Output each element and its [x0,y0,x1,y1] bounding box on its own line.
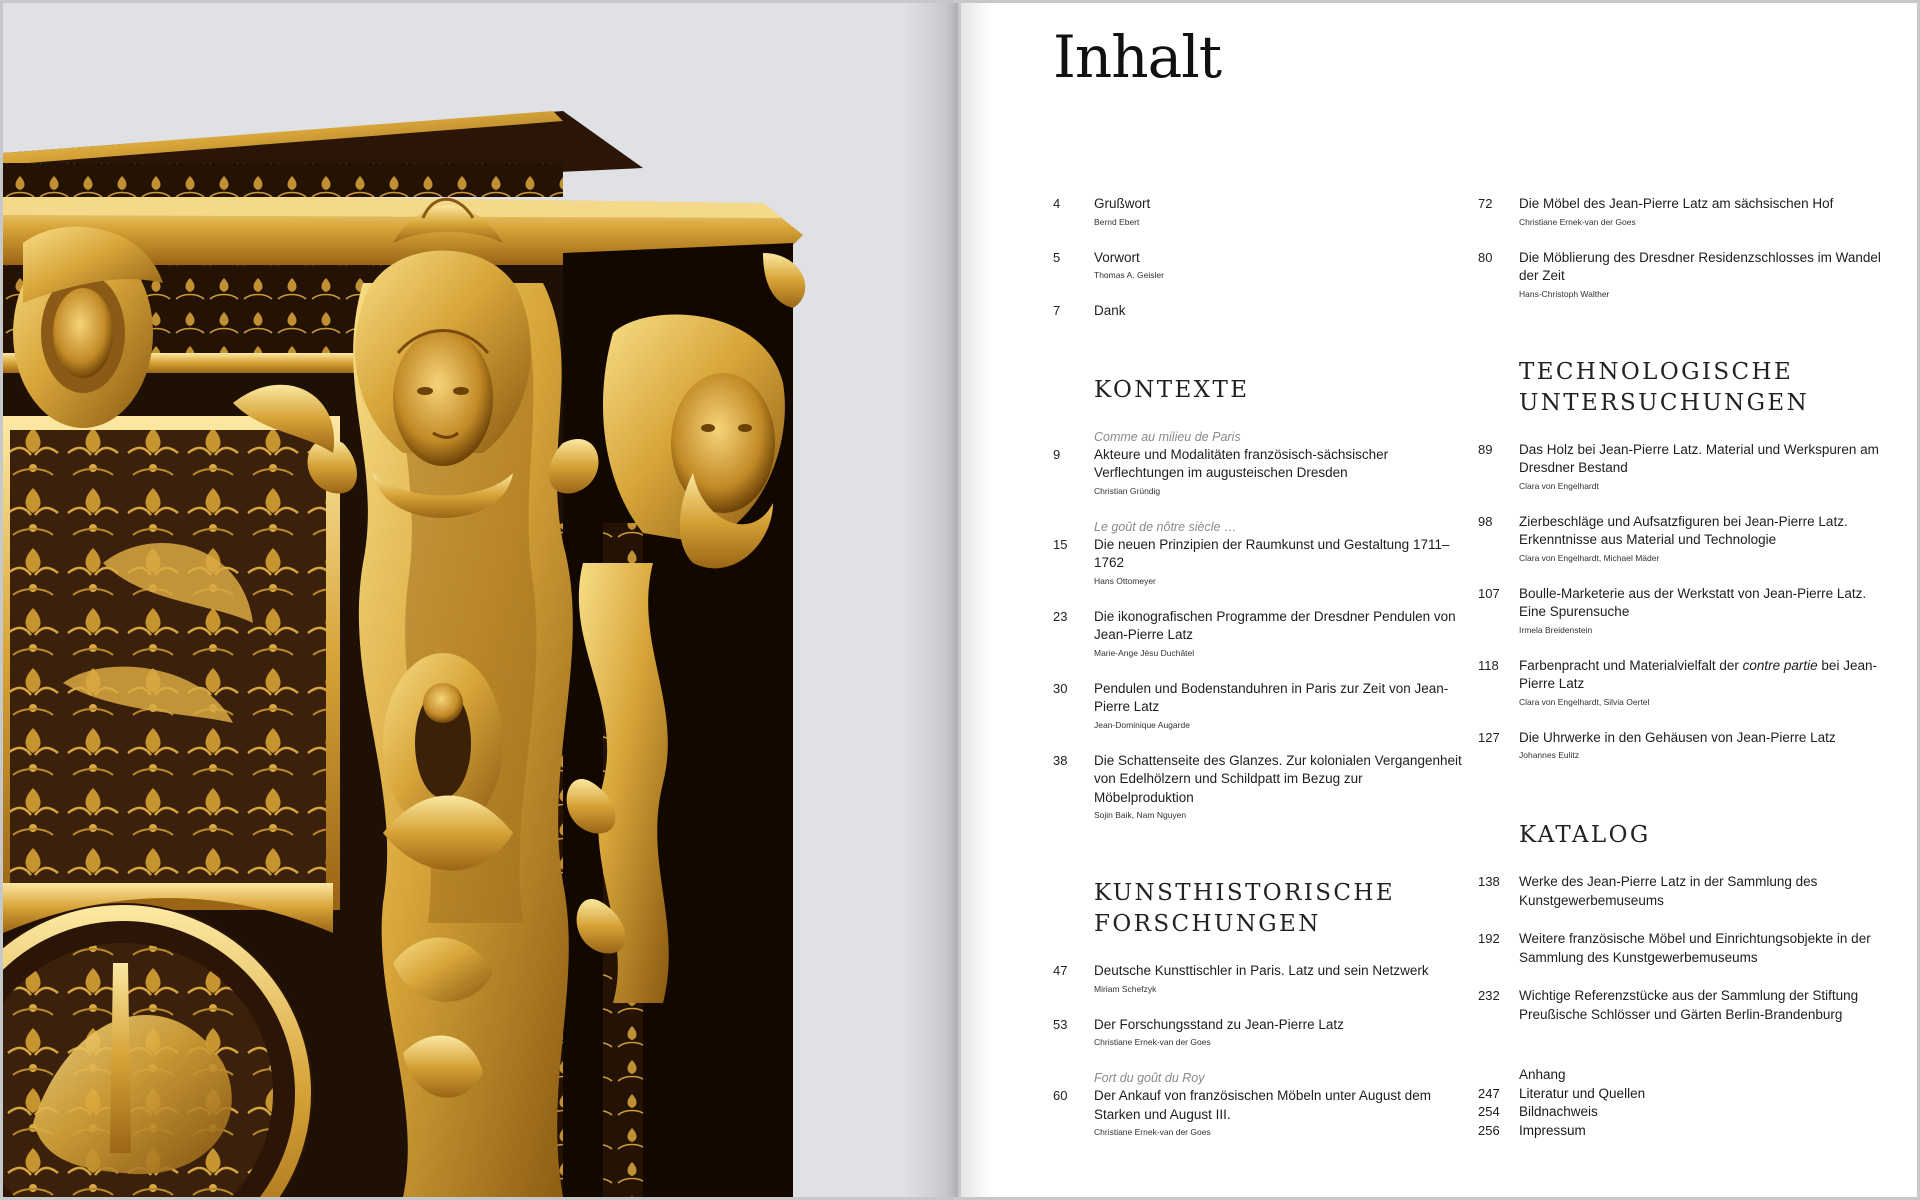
entry-title: Der Forschungsstand zu Jean-Pierre Latz [1094,1016,1344,1032]
entry-title: Die ikonografischen Programme der Dresdner Pendulen von Jean-Pierre Latz [1094,608,1456,642]
entry-author: Hans Ottomeyer [1094,575,1156,586]
entry-title-part: bei Jean-Pierre Latz [1519,657,1877,691]
entry-author: Christiane Ernek-van der Goes [1519,216,1636,227]
toc-entry[interactable] [1478,1122,1888,1141]
page-number: 53 [1053,1016,1068,1032]
toc-entry[interactable] [1478,1085,1888,1104]
entry-title: Zierbeschläge und Aufsatzfiguren bei Jean-Pierre Latz. Erkenntnisse aus Material und Technologie [1519,513,1848,547]
page-number: 15 [1053,536,1068,552]
entry-author: Hans-Christoph Walther [1519,288,1610,299]
page-number: 5 [1053,249,1061,265]
cabinet-photo [3,3,958,1197]
toc-entry[interactable] [1478,249,1888,301]
entry-author: Jean-Dominique Augarde [1094,719,1190,730]
toc-entry[interactable] [1478,729,1888,763]
entry-author: Johannes Eulitz [1519,750,1580,760]
toc-column-right [1478,195,1888,1140]
entry-author: Miriam Schefzyk [1094,983,1157,994]
entry-author: Christiane Ernek-van der Goes [1094,1127,1211,1137]
section-heading-katalog: KATALOG [1519,822,1651,848]
page-number: 38 [1053,752,1068,768]
entry-title: Der Ankauf von französischen Möbeln unter August dem Starken und August III. [1094,1088,1431,1122]
entry-kicker: Le goût de nôtre siècle … [1094,519,1237,534]
entry-author: Clara von Engelhardt, Michael Mäder [1519,552,1660,563]
page-number: 98 [1478,513,1493,529]
toc-entry[interactable] [1053,195,1463,229]
entry-title: Deutsche Kunsttischler in Paris. Latz und sein Netzwerk [1094,963,1429,978]
entry-title: Die Möblierung des Dresdner Residenzschlosses im Wandel der Zeit [1519,249,1881,283]
entry-author: Sojin Baik, Nam Nguyen [1094,810,1187,820]
entry-author: Bernd Ebert [1094,216,1140,227]
entry-title-emphasis: contre partie [1742,657,1818,673]
toc-entry[interactable] [1478,987,1888,1024]
entry-author: Christian Gründig [1094,485,1161,496]
page-number: 192 [1478,931,1500,946]
page-number: 118 [1478,657,1499,673]
toc-page [961,3,1917,1197]
entry-title: Wichtige Referenzstücke aus der Sammlung der Stiftung Preußische Schlösser und Gärten Berlin-Brandenburg [1519,988,1859,1022]
entry-title: Die Möbel des Jean-Pierre Latz am sächsischen Hof [1519,196,1834,211]
toc-entry[interactable] [1053,608,1463,660]
page-number: 232 [1478,988,1500,1003]
entry-title: Literatur und Quellen [1519,1085,1646,1101]
toc-entry[interactable] [1478,1103,1888,1122]
toc-entry[interactable] [1478,657,1888,709]
entry-title: Das Holz bei Jean-Pierre Latz. Material und Werkspuren am Dresdner Bestand [1519,441,1879,475]
entry-author: Christiane Ernek-van der Goes [1094,1037,1211,1047]
toc-entry[interactable] [1478,585,1888,637]
page-number: 72 [1478,196,1493,211]
toc-entry[interactable] [1478,930,1888,967]
entry-author: Clara von Engelhardt [1519,480,1599,491]
page-number: 247 [1478,1085,1500,1101]
entry-title: Akteure und Modalitäten französisch-sächsischer Verflechtungen im augusteischen Dresden [1094,446,1389,480]
toc-entry[interactable] [1478,873,1888,910]
page-number: 47 [1053,963,1068,978]
toc-entry[interactable] [1053,680,1463,732]
section-heading-kontexte: KONTEXTE [1094,376,1250,403]
anhang-heading: Anhang [1519,1067,1566,1082]
toc-entry[interactable] [1053,302,1463,321]
gilded-cabinet-illustration [3,3,958,1197]
entry-title: Pendulen und Bodenstanduhren in Paris zur Zeit von Jean-Pierre Latz [1094,680,1449,714]
page-number: 7 [1053,303,1061,318]
entry-title: Vorwort [1094,249,1140,265]
entry-title: Die Uhrwerke in den Gehäusen von Jean-Pierre Latz [1519,729,1836,745]
toc-entry[interactable] [1478,513,1888,565]
entry-author: Marie-Ange Jésu Duchâtel [1094,647,1195,658]
gutter-shadow [903,3,958,1197]
entry-title: Bildnachweis [1519,1104,1598,1119]
entry-title: Weitere französische Möbel und Einrichtungsobjekte in der Sammlung des Kunstgewerbemuseums [1519,931,1871,965]
entry-title: Werke des Jean-Pierre Latz in der Sammlung des Kunstgewerbemuseums [1519,874,1818,908]
entry-author: Clara von Engelhardt, Silvia Oertel [1519,696,1650,707]
page-number: 127 [1478,729,1500,745]
page-number: 30 [1053,680,1068,696]
entry-title-part: Farbenpracht und Materialvielfalt der [1519,657,1743,673]
entry-title: Dank [1094,303,1126,318]
entry-author: Thomas A. Geisler [1094,270,1164,280]
page-number: 23 [1053,608,1068,624]
entry-title [1519,657,1888,694]
page-number: 9 [1053,446,1061,462]
entry-title: Boulle-Marketerie aus der Werkstatt von Jean-Pierre Latz. Eine Spurensuche [1519,585,1867,619]
section-heading-kunsthistorische: KUNSTHISTORISCHE FORSCHUNGEN [1094,880,1396,937]
page-number: 4 [1053,196,1061,211]
page-number: 89 [1478,441,1493,457]
section-heading-technologische: TECHNOLOGISCHE UNTERSUCHUNGEN [1519,358,1810,416]
toc-entry[interactable] [1053,518,1463,588]
entry-title: Grußwort [1094,196,1151,211]
entry-kicker: Comme au milieu de Paris [1094,429,1241,444]
page-number: 60 [1053,1088,1068,1103]
toc-entry[interactable] [1053,1016,1463,1050]
page-number: 254 [1478,1104,1500,1119]
entry-title: Impressum [1519,1122,1586,1138]
toc-entry[interactable] [1053,428,1463,498]
toc-entry[interactable] [1053,752,1463,823]
entry-title: Die Schattenseite des Glanzes. Zur kolonialen Vergangenheit von Edelhölzern und Schildpatt im Bezug zur Möbelproduktion [1094,752,1462,805]
page-number: 80 [1478,249,1493,265]
toc-entry[interactable] [1053,1069,1463,1139]
page-number: 107 [1478,585,1500,601]
toc-entry[interactable] [1478,195,1888,229]
page-title: Inhalt [1053,23,1222,91]
page-number: 256 [1478,1122,1500,1138]
toc-column-left [1053,195,1463,1159]
entry-title: Die neuen Prinzipien der Raumkunst und Gestaltung 1711–1762 [1094,536,1450,570]
entry-author: Irmela Breidenstein [1519,624,1593,635]
entry-kicker: Fort du goût du Roy [1094,1071,1205,1085]
page-number: 138 [1478,874,1500,889]
toc-entry[interactable] [1053,962,1463,996]
toc-entry[interactable] [1053,249,1463,283]
toc-entry[interactable] [1478,441,1888,493]
